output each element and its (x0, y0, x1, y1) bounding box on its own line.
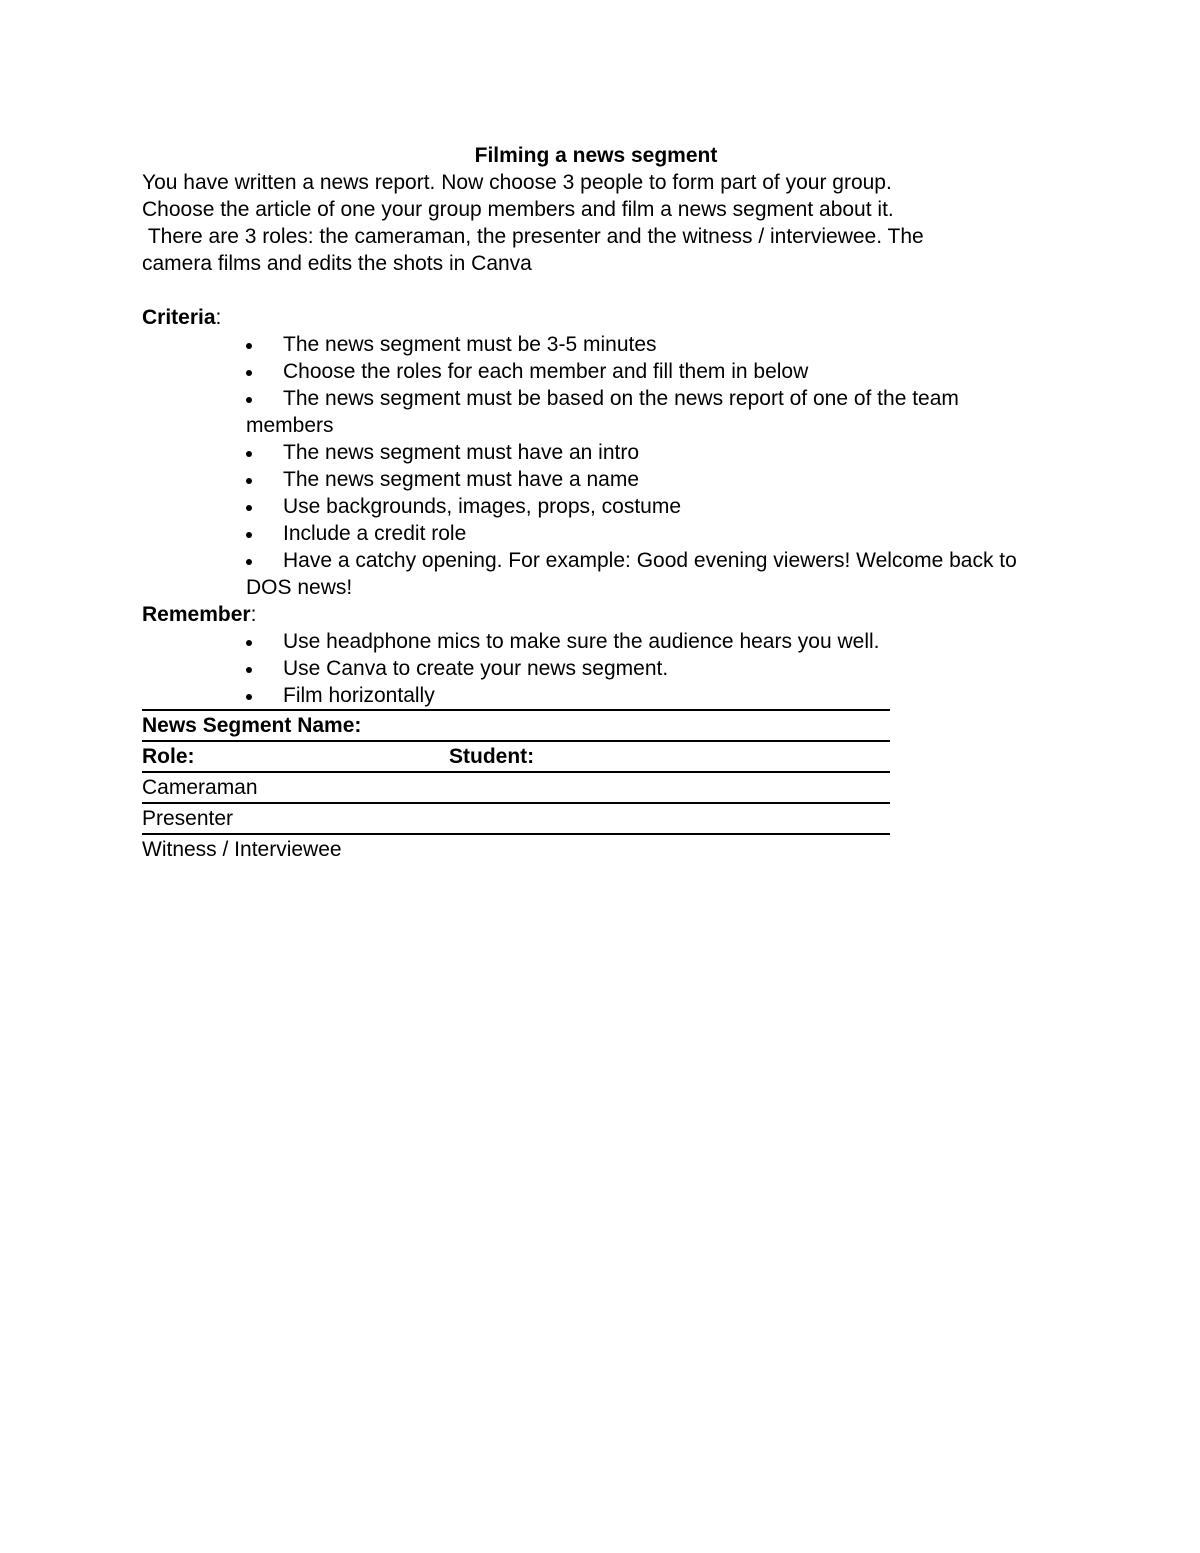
blank-line (142, 277, 1042, 304)
intro-line: You have written a news report. Now choose 3 people to form part of your group. (142, 171, 892, 194)
intro-paragraph (142, 169, 1042, 277)
bullet-icon (246, 370, 252, 376)
bullet-icon (246, 667, 252, 673)
remember-item: Film horizontally (246, 682, 1042, 709)
criteria-heading-colon: : (215, 306, 222, 329)
criteria-item: The news segment must have an intro (246, 439, 1042, 466)
bullet-icon (246, 478, 252, 484)
table-row (142, 772, 890, 803)
bullet-icon (246, 397, 252, 403)
document-page (142, 142, 1042, 864)
role-cell: Cameraman (142, 772, 449, 803)
criteria-item: Use backgrounds, images, props, costume (246, 493, 1042, 520)
bullet-icon (246, 694, 252, 700)
document-title: Filming a news segment (474, 144, 718, 167)
remember-heading-label: Remember (142, 603, 251, 626)
remember-heading-colon: : (250, 603, 257, 626)
criteria-heading-label: Criteria (142, 306, 216, 329)
criteria-item: Choose the roles for each member and fill them in below (246, 358, 1042, 385)
student-column-header: Student: (449, 741, 890, 772)
criteria-item: Have a catchy opening. For example: Good evening viewers! Welcome back to DOS news! (246, 549, 1017, 599)
criteria-heading (142, 304, 1042, 331)
role-cell: Witness / Interviewee (142, 834, 449, 864)
criteria-item: The news segment must be 3-5 minutes (246, 331, 1042, 358)
bullet-icon (246, 451, 252, 457)
table-header-row (142, 741, 890, 772)
student-cell[interactable] (449, 803, 890, 834)
remember-item: Use Canva to create your news segment. (246, 655, 1042, 682)
bullet-icon (246, 505, 252, 511)
role-column-header: Role: (142, 741, 449, 772)
roles-table (142, 709, 890, 864)
intro-line: camera films and edits the shots in Canva (142, 252, 532, 275)
bullet-icon (246, 640, 252, 646)
bullet-icon (246, 343, 252, 349)
remember-heading (142, 601, 1042, 628)
student-cell[interactable] (449, 834, 890, 864)
bullet-icon (246, 559, 252, 565)
remember-item: Use headphone mics to make sure the audience hears you well. (246, 628, 1042, 655)
table-row (142, 834, 890, 864)
intro-line: Choose the article of one your group members and film a news segment about it. (142, 198, 894, 221)
student-cell[interactable] (449, 772, 890, 803)
criteria-item: The news segment must be based on the news report of one of the team members (246, 387, 959, 437)
segment-name-row (142, 710, 890, 741)
role-cell: Presenter (142, 803, 449, 834)
criteria-list (142, 331, 1042, 601)
segment-name-label: News Segment Name: (142, 710, 890, 741)
criteria-item: Include a credit role (246, 520, 1042, 547)
criteria-item: The news segment must have a name (246, 466, 1042, 493)
table-row (142, 803, 890, 834)
intro-line: There are 3 roles: the cameraman, the presenter and the witness / interviewee. The (142, 225, 924, 248)
remember-list (142, 628, 1042, 709)
bullet-icon (246, 532, 252, 538)
